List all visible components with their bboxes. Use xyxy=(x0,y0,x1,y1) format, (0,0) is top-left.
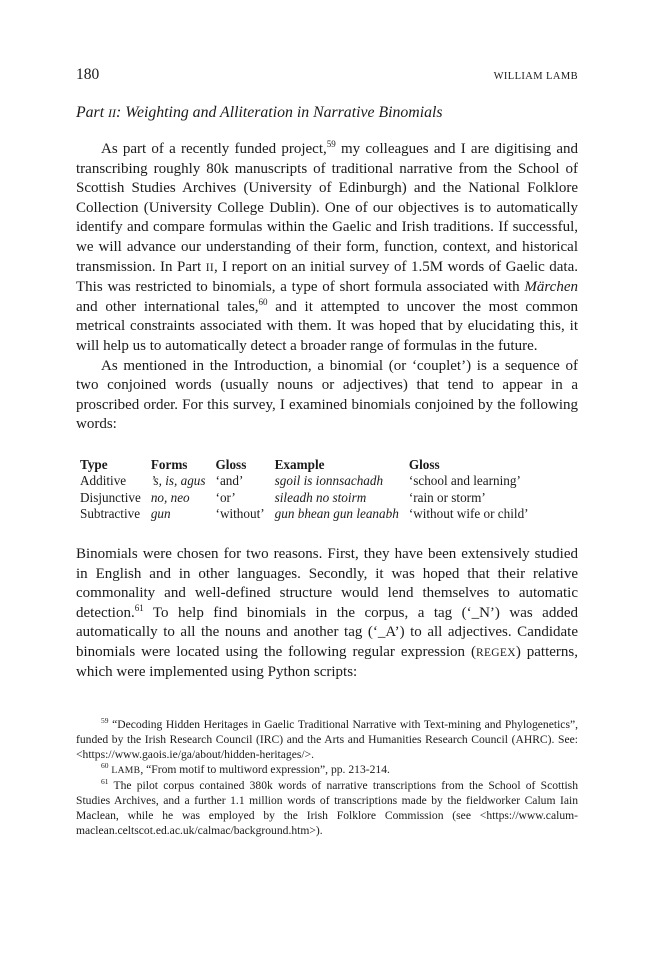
table-header-row xyxy=(80,457,539,474)
para1-text-d: and other international tales, xyxy=(76,298,259,315)
table-cell-gloss: ‘without’ xyxy=(215,506,265,522)
footnote-60 xyxy=(76,762,578,778)
table-cell-example: sgoil is ionnsachadh xyxy=(274,473,384,489)
footnote-text: The pilot corpus contained 380k words of narrative transcriptions from the School of Scottish Studies Archives, and a further 1.1 million words of transcriptions made by the fieldworker Calum Iain Maclean, while he was employed by the Irish Folklore Commission (see <https://www.calum-maclean.celtscot.ed.ac.uk/calmac/background.htm>). xyxy=(76,779,578,838)
section-heading-prefix: Part xyxy=(76,104,109,121)
para3-text-b: To help find binomials in the corpus, a tag (‘_N’) was added automatically to all the nouns and another tag (‘_A’) to all adjectives. Candidate binomials were located using the following regular expression ( xyxy=(76,604,578,660)
section-heading-numeral: II xyxy=(108,106,117,120)
footnote-text: , “From motif to multiword expression”, pp. 213-214. xyxy=(140,763,390,777)
table-header-example: Example xyxy=(274,456,325,472)
table-header-example-gloss: Gloss xyxy=(408,456,440,472)
footnote-59 xyxy=(76,717,578,762)
table-cell-forms: ’s, is, agus xyxy=(150,473,206,489)
footnote-61 xyxy=(76,778,578,838)
table-cell-type: Subtractive xyxy=(80,506,141,522)
body-paragraph-3 xyxy=(76,545,578,683)
body-paragraph-2: As mentioned in the Introduction, a binomial (or ‘couplet’) is a sequence of two conjoined words (usually nouns or adjectives) that tend to appear in a proscribed order. For this survey, I examined binomials conjoined by the following words: xyxy=(76,357,578,433)
table-row xyxy=(80,490,539,507)
footnote-number: 59 xyxy=(101,716,109,726)
table-cell-example-gloss: ‘rain or storm’ xyxy=(408,489,486,505)
table-row xyxy=(80,506,539,523)
footnote-ref-60[interactable]: 60 xyxy=(258,296,268,307)
footnote-ref-61[interactable]: 61 xyxy=(134,602,144,613)
table-cell-type: Disjunctive xyxy=(80,489,141,505)
footnote-text: “Decoding Hidden Heritages in Gaelic Traditional Narrative with Text-mining and Phylogenetics”, funded by the Irish Research Council (IRC) and the Arts and Humanities Research Council (AHRC). See: <https://www.gaois.ie/ga/about/hidden-heritages/>. xyxy=(76,718,578,762)
para3-text-c: ) patterns, which were implemented using Python scripts: xyxy=(76,643,578,681)
table-header-gloss: Gloss xyxy=(215,456,247,472)
para1-text-a: As part of a recently funded project, xyxy=(101,141,327,157)
table-cell-forms: gun xyxy=(150,506,171,522)
running-head-author: WILLIAM LAMB xyxy=(493,71,578,82)
table-cell-example-gloss: ‘without wife or child’ xyxy=(408,506,529,522)
footnote-author: LAMB xyxy=(111,765,141,777)
footnotes xyxy=(76,717,578,838)
para1-text-b: my colleagues and I are digitising and transcribing roughly 80k manuscripts of traditional narrative from the School of Scottish Studies Archives (University of Edinburgh) and the National Folklore Collection (University College Dublin). One of our objectives is to automatically identify and compare formulas within the Gaelic and Irish traditions. If successful, we will advance our understanding of their form, function, context, and historical transmission. In Part xyxy=(76,141,578,275)
para1-text-e: and it attempted to uncover the most common metrical constraints associated with them. It was hoped that by elucidating this, it will help us to automatically detect a broader range of formulas in the future. xyxy=(76,298,578,354)
para3-regex: REGEX xyxy=(475,646,516,659)
binomials-table xyxy=(80,457,539,523)
page-number: 180 xyxy=(76,66,100,83)
table-header-forms: Forms xyxy=(150,456,188,472)
para1-part-numeral: II xyxy=(205,261,214,274)
running-head xyxy=(76,66,578,90)
table-header-type: Type xyxy=(80,456,108,472)
footnote-number: 61 xyxy=(101,777,109,787)
footnote-number: 60 xyxy=(101,761,109,771)
para1-marchen: Märchen xyxy=(524,279,578,296)
table-cell-gloss: ‘or’ xyxy=(215,489,236,505)
footnote-ref-59[interactable]: 59 xyxy=(326,139,336,149)
table-cell-example: sileadh no stoirm xyxy=(274,489,367,505)
table-cell-forms: no, neo xyxy=(150,489,190,505)
body-paragraph-1 xyxy=(76,140,578,357)
para3-text-a: Binomials were chosen for two reasons. First, they have been extensively studied in English and in other languages. Secondly, it was hoped that their relative commonality and well-defined structure would lend themselves to automatic detection. xyxy=(76,545,578,621)
table-cell-gloss: ‘and’ xyxy=(215,473,244,489)
section-heading xyxy=(76,104,578,122)
book-page xyxy=(76,66,578,838)
table-row xyxy=(80,473,539,490)
section-heading-title: : Weighting and Alliteration in Narrative Binomials xyxy=(116,104,443,121)
table-cell-type: Additive xyxy=(80,473,127,489)
para1-text-c: , I report on an initial survey of 1.5M words of Gaelic data. This was restricted to binomials, a type of short formula associated with xyxy=(76,258,578,296)
table-cell-example-gloss: ‘school and learning’ xyxy=(408,473,521,489)
table-cell-example: gun bhean gun leanabh xyxy=(274,506,399,522)
